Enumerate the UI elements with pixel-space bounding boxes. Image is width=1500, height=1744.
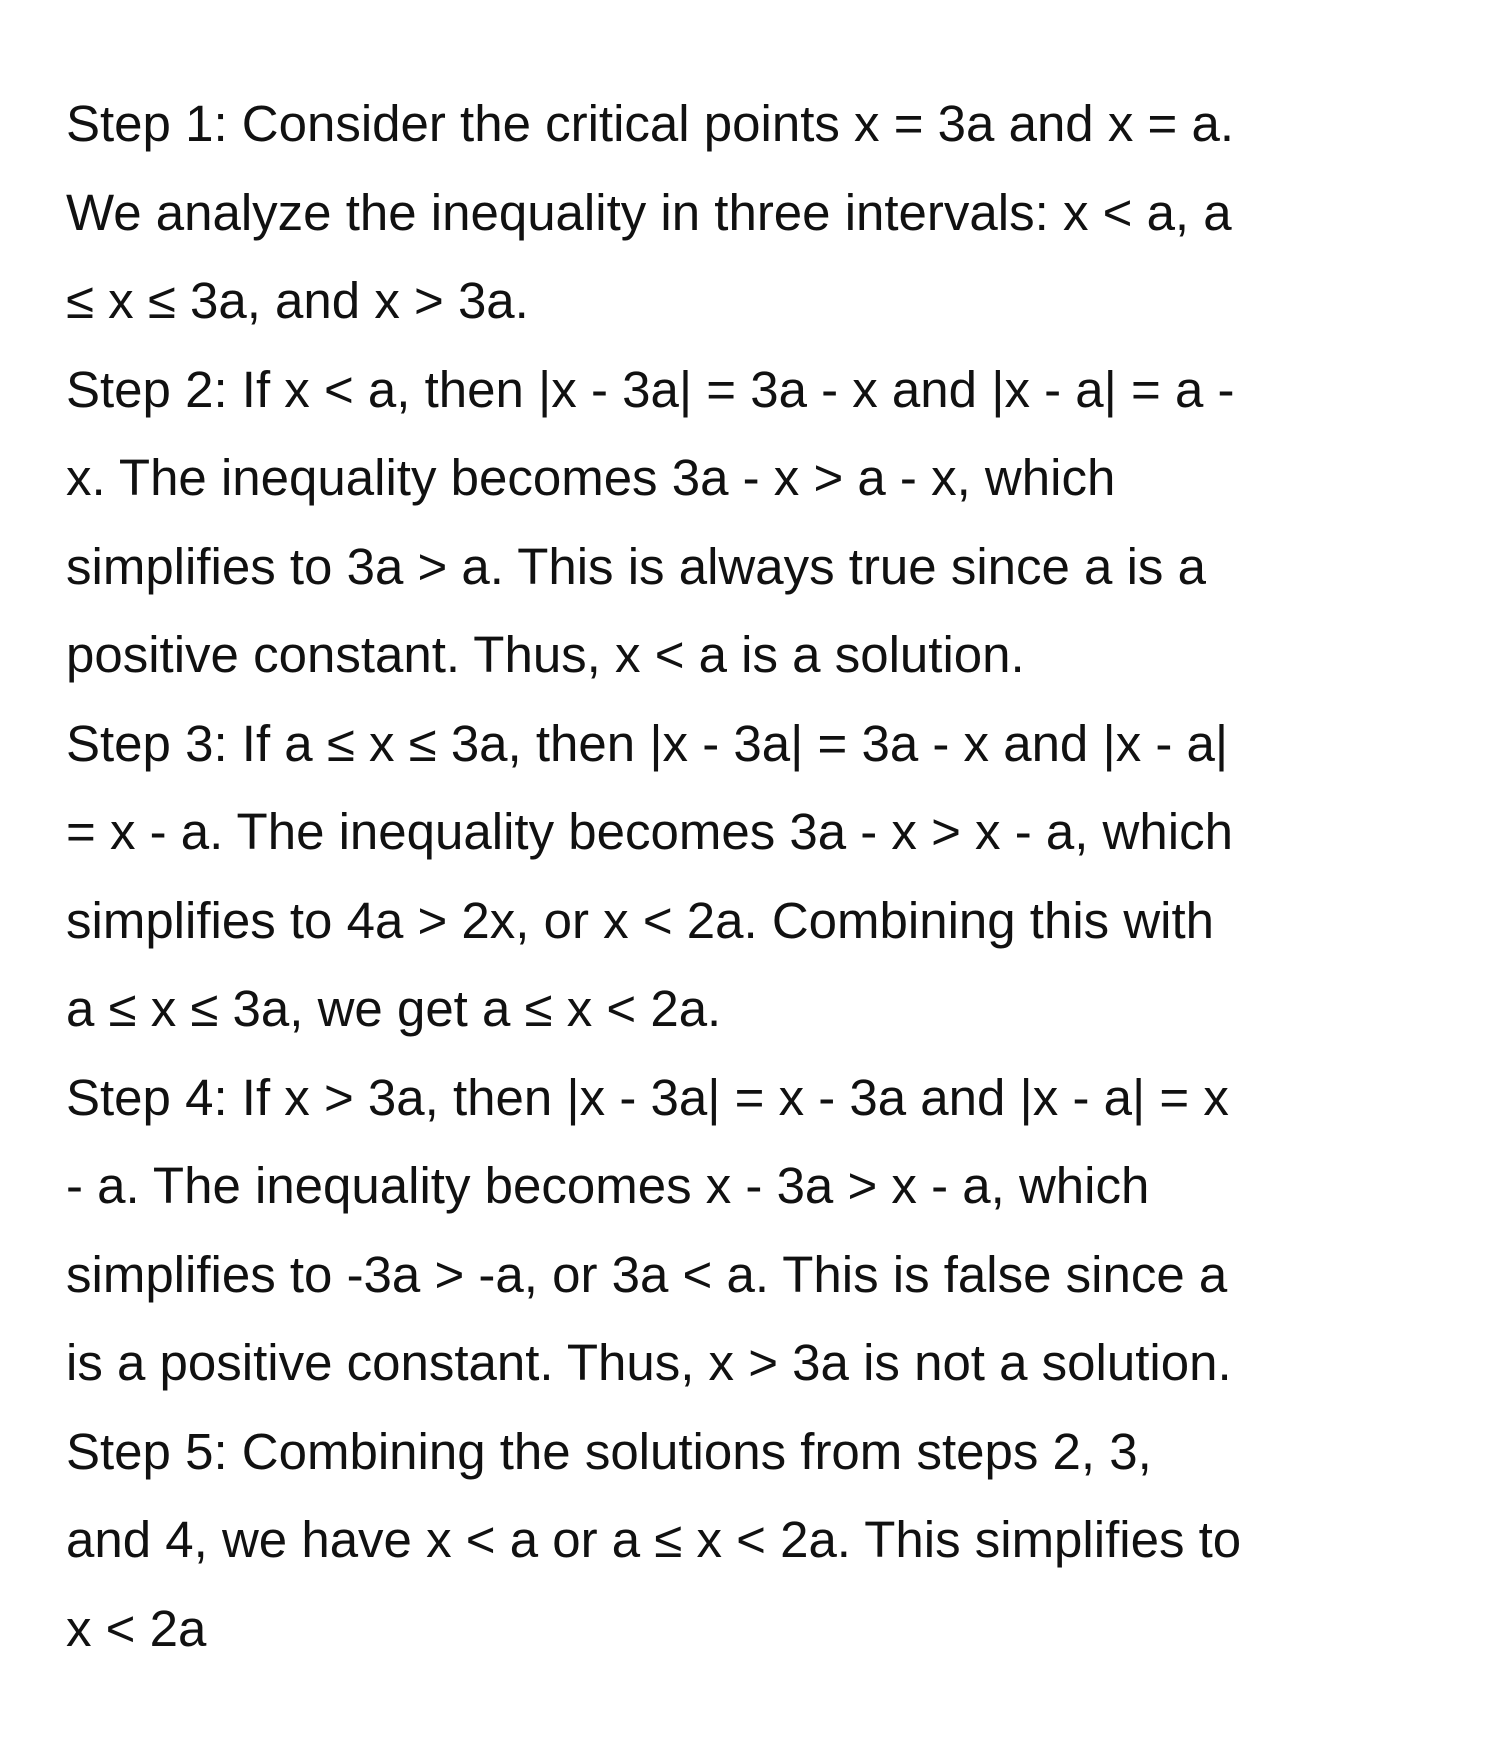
step5-line: and 4, we have x < a or a ≤ x < 2a. This simplifies to (66, 1511, 1242, 1568)
step1-line: ≤ x ≤ 3a, and x > 3a. (66, 272, 529, 329)
step5-line: Step 5: Combining the solutions from steps 2, 3, (66, 1422, 1152, 1480)
step4-line: - a. The inequality becomes x - 3a > x - a, which (66, 1157, 1150, 1214)
final-answer: x < 2a (66, 1599, 207, 1657)
step4-line: Step 4: If x > 3a, then |x - 3a| = x - 3a and |x - a| = x (66, 1068, 1229, 1126)
step2-line: Step 2: If x < a, then |x - 3a| = 3a - x and |x - a| = a - (66, 360, 1235, 418)
step4-line: simplifies to -3a > -a, or 3a < a. This is false since a (66, 1245, 1228, 1303)
step2-line: positive constant. Thus, x < a is a solution. (66, 626, 1025, 683)
step3-line: Step 3: If a ≤ x ≤ 3a, then |x - 3a| = 3a - x and |x - a| (66, 714, 1229, 772)
step2-line: x. The inequality becomes 3a - x > a - x, which (66, 449, 1116, 506)
step3-line: a ≤ x ≤ 3a, we get a ≤ x < 2a. (66, 980, 722, 1037)
step1-line: Step 1: Consider the critical points x = 3a and x = a. (66, 95, 1234, 152)
solution-text (66, 80, 1486, 1673)
step4-line: is a positive constant. Thus, x > 3a is not a solution. (66, 1334, 1232, 1391)
step2-line: simplifies to 3a > a. This is always true since a is a (66, 537, 1206, 595)
step3-line: = x - a. The inequality becomes 3a - x > x - a, which (66, 803, 1233, 860)
step3-line: simplifies to 4a > 2x, or x < 2a. Combining this with (66, 891, 1215, 949)
step1-line: We analyze the inequality in three intervals: x < a, a (66, 183, 1232, 241)
